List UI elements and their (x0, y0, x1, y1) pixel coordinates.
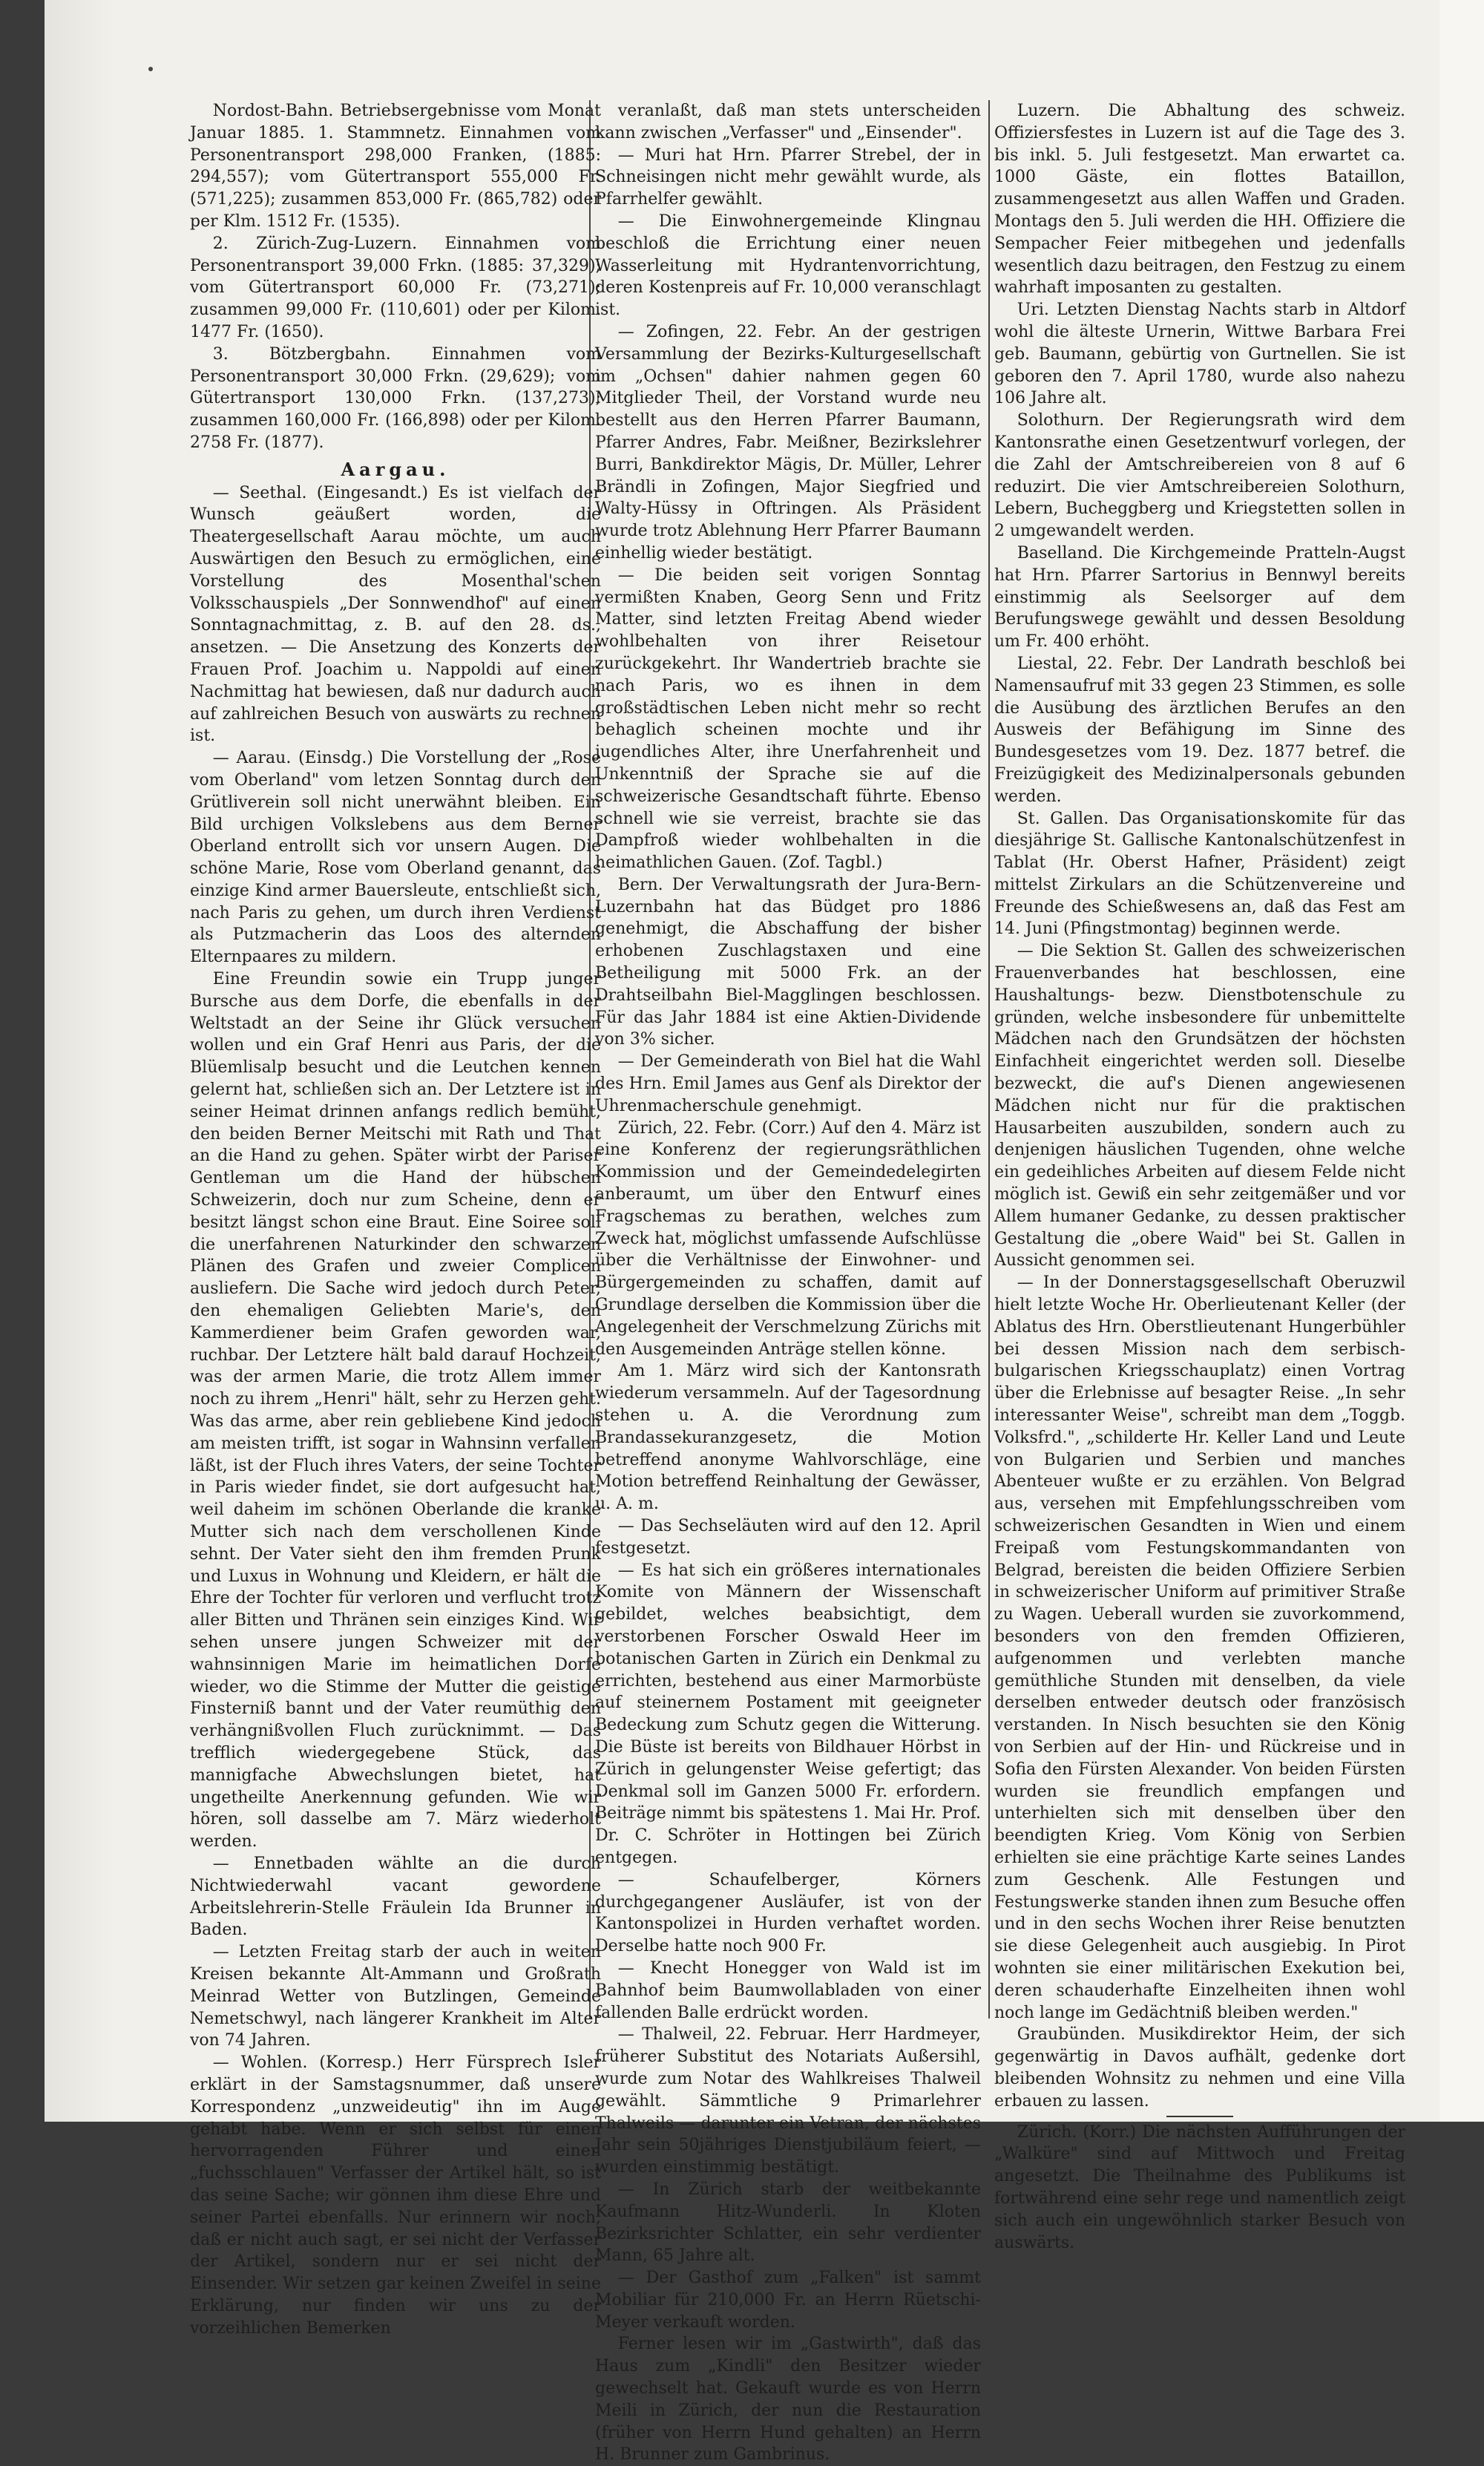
article-paragraph: 2. Zürich-Zug-Luzern. Einnahmen vom Personentransport 39,000 Frkn. (1885: 37,329); vom Gütertransport 60,000 Fr. (73,271); zusammen 99,000 Fr. (110,601) oder per Kilom. 1477 Fr. (1650). (190, 234, 601, 341)
article-paragraph: — Der Gasthof zum „Falken" ist sammt Mobiliar für 210,000 Fr. an Herrn Rüetschi-Meyer verkauft worden. (595, 2269, 981, 2332)
article-paragraph: Baselland. Die Kirchgemeinde Pratteln-Augst hat Hrn. Pfarrer Sartorius in Bennwyl bereits einstimmig als Seelsorger auf dem Berufungswege gewählt und dessen Besoldung um Fr. 400 erhöht. (994, 543, 1405, 652)
article-paragraph: — In Zürich starb der weitbekannte Kaufmann Hitz-Wunderli. In Kloten Bezirksrichter Schlatter, ein sehr verdienter Mann, 65 Jahre alt. (595, 2180, 981, 2266)
article-paragraph: — Wohlen. (Korresp.) Herr Fürsprech Isler erklärt in der Samstagsnummer, daß unsere Korrespondenz „unzweideutig" ihn im Auge gehabt habe. Wenn er sich selbst für einen hervorragenden Führer und einen „fuchsschlauen" Verfasser der Artikel hält, so ist das seine Sache; wir gönnen ihm diese Ehre und seiner Partei ebenfalls. Nur erinnern wir noch, daß er nicht auch sagt, er sei nicht der Verfasser der Artikel, sondern nur er sei nicht der Einsender. Wir setzen gar keinen Zweifel in seine Erklärung, nur finden wir uns zu der vorzeihlichen Bemerken (190, 2053, 601, 2338)
article-paragraph: — Der Gemeinderath von Biel hat die Wahl des Hrn. Emil James aus Genf als Direktor der Uhrenmacherschule genehmigt. (595, 1052, 981, 1115)
page-right-margin (1439, 0, 1484, 2122)
article-paragraph: — Zofingen, 22. Febr. An der gestrigen Versammlung der Bezirks-Kulturgesellschaft im „Ochsen" dahier nahmen gegen 60 Mitglieder Theil, der Vorstand wurde neu bestellt aus den Herren Pfarrer Baumann, Pfarrer Andres, Fabr. Meißner, Bezirkslehrer Burri, Bankdirektor Mägis, Dr. Müller, Lehrer Brändli in Zofingen, Major Siegfried und Walty-Hüssy in Oftringen. Als Präsident wurde trotz Ablehnung Herr Pfarrer Baumann einhellig wieder bestätigt. (595, 322, 981, 563)
article-paragraph: — Muri hat Hrn. Pfarrer Strebel, der in Schneisingen nicht mehr gewählt wurde, als Pfarrhelfer gewählt. (595, 145, 981, 209)
article-paragraph: St. Gallen. Das Organisationskomite für das diesjährige St. Gallische Kantonalschützenfest in Tablat (Hr. Oberst Hafner, Präsident) zeigt mittelst Zirkulars an die Schützenvereine und Freunde des Schießwesens an, daß das Fest am 14. Juni (Pfingstmontag) beginnen werde. (994, 809, 1405, 939)
ink-speck (148, 67, 153, 71)
page-gutter-shadow (45, 0, 115, 2122)
article-paragraph: — In der Donnerstagsgesellschaft Oberuzwil hielt letzte Woche Hr. Oberlieutenant Keller (der Ablatus des Hrn. Oberstlieutenant Hungerbühler bei dessen Mission nach dem serbisch-bulgarischen Kriegsschauplatz) einen Vortrag über die Erlebnisse auf besagter Reise. „In sehr interessanter Weise", schreibt man dem „Toggb. Volksfrd.", „schilderte Hr. Keller Land und Leute von Bulgarien und Serbien und manches Abenteuer wußte er zu erzählen. Von Belgrad aus, versehen mit Empfehlungsschreiben vom schweizerischen Gesandten in Wien und einem Freipaß vom Festungskommandanten von Belgrad, bereisten die beiden Offiziere Serbien in schweizerischer Uniform auf primitiver Straße zu Wagen. Ueberall wurden sie zuvorkommend, besonders von den fremden Offizieren, aufgenommen und verlebten manche gemüthliche Stunden mit denselben, da viele derselben entweder deutsch oder französisch verstanden. In Nisch besuchten sie den König von Serbien auf der Hin- und Rückreise und in Sofia den Fürsten Alexander. Von beiden Fürsten wurden sie freundlich empfangen und unterhielten sich mit denselben über den beendigten Krieg. Vom König von Serbien erhielten sie eine prächtige Karte seines Landes zum Geschenk. Alle Festungen und Festungswerke standen ihnen zum Besuche offen und in den sechs Wochen ihrer Reise benutzten sie diese Gelegenheit auch ausgiebig. In Pirot wohnten sie einer militärischen Exekution bei, deren schauderhafte Einzelheiten ihnen wohl noch lange im Gedächtniß bleiben werden." (994, 1273, 1405, 2022)
article-paragraph: veranlaßt, daß man stets unterscheiden kann zwischen „Verfasser" und „Einsender". (595, 102, 981, 142)
article-paragraph: — Schaufelberger, Körners durchgegangener Ausläufer, ist von der Kantonspolizei in Hurden verhaftet worden. Derselbe hatte noch 900 Fr. (595, 1870, 981, 1956)
article-paragraph: — Thalweil, 22. Februar. Herr Hardmeyer, früherer Substitut des Notariats Außersihl, wurde zum Notar des Wahlkreises Thalweil gewählt. Sämmtliche 9 Primarlehrer Thalweils — darunter ein Vetran, der nächstes Jahr sein 50jähriges Dienstjubiläum feiert, — wurden einstimmig bestätigt. (595, 2025, 981, 2177)
section-heading-aargau: Aargau. (341, 458, 450, 480)
article-paragraph: — Die beiden seit vorigen Sonntag vermißten Knaben, Georg Senn und Fritz Matter, sind letzten Freitag Abend wieder wohlbehalten von ihrer Reisetour zurückgekehrt. Ihr Wandertrieb brachte sie nach Paris, wo es ihnen in dem großstädtischen Leben nicht mehr so recht behaglich scheinen mochte und ihr jugendliches Alter, ihre Unerfahrenheit und Unkenntniß der Sprache sie auf die schweizerische Gesandtschaft führte. Ebenso schnell wie sie verreist, brachte sie das Dampfroß wieder wohlbehalten in die heimathlichen Gauen. (Zof. Tagbl.) (595, 565, 981, 873)
article-paragraph: — Letzten Freitag starb der auch in weiten Kreisen bekannte Alt-Ammann und Großrath Meinrad Wetter von Butzlingen, Gemeinde Nemetschwyl, nach längerer Krankheit im Alter von 74 Jahren. (190, 1943, 601, 2050)
column-1 (190, 100, 601, 2338)
article-paragraph: — Ennetbaden wählte an die durch Nichtwiederwahl vacant gewordene Arbeitslehrerin-Stelle Fräulein Ida Brunner in Baden. (190, 1854, 601, 1940)
article-paragraph: Am 1. März wird sich der Kantonsrath wiederum versammeln. Auf der Tagesordnung stehen u. A. die Verordnung zum Brandassekuranzgesetz, die Motion betreffend anonyme Wahlvorschläge, eine Motion betreffend Reinhaltung der Gewässer, u. A. m. (595, 1362, 981, 1514)
section-separator (1166, 2116, 1233, 2117)
article-paragraph: Zürich. (Korr.) Die nächsten Aufführungen der „Walküre" sind auf Mittwoch und Freitag angesetzt. Die Theilnahme des Publikums ist fortwährend eine sehr rege und namentlich zeigt sich auch ein ungewöhnlich starker Besuch von auswärts. (994, 2122, 1405, 2252)
article-paragraph: 3. Bötzbergbahn. Einnahmen vom Personentransport 30,000 Frkn. (29,629); vom Gütertransport 130,000 Frkn. (137,273); zusammen 160,000 Fr. (166,898) oder per Kilom. 2758 Fr. (1877). (190, 344, 601, 452)
column-rule-right (988, 100, 990, 2019)
article-paragraph: Bern. Der Verwaltungsrath der Jura-Bern-Luzernbahn hat das Büdget pro 1886 genehmigt, die Abschaffung der bisher erhobenen Zuschlagstaxen und eine Betheiligung mit 5000 Frk. an der Drahtseilbahn Biel-Magglingen beschlossen. Für das Jahr 1884 ist eine Aktien-Dividende von 3% sicher. (595, 875, 981, 1049)
article-paragraph: — Das Sechseläuten wird auf den 12. April festgesetzt. (595, 1517, 981, 1558)
article-paragraph: Solothurn. Der Regierungsrath wird dem Kantonsrathe einen Gesetzentwurf vorlegen, der die Zahl der Amtschreibereien von 8 auf 6 reduzirt. Die vier Amtschreibereien Solothurn, Lebern, Bucheggberg und Kriegstetten sollen in 2 umgewandelt werden. (994, 411, 1405, 541)
article-paragraph: Liestal, 22. Febr. Der Landrath beschloß bei Namensaufruf mit 33 gegen 23 Stimmen, es solle die Ausübung des ärztlichen Berufes an den Ausweis der Befähigung im Sinne des Bundesgesetzes vom 19. Dez. 1877 betref. die Freizügigkeit des Medizinalpersonals gebunden werden. (994, 654, 1405, 806)
article-paragraph: — Aarau. (Einsdg.) Die Vorstellung der „Rose vom Oberland" vom letzen Sonntag durch den Grütliverein soll nicht unerwähnt bleiben. Ein Bild urchigen Volkslebens aus dem Berner Oberland entrollt sich vor unsern Augen. Die schöne Marie, Rose vom Oberland genannt, das einzige Kind armer Bauersleute, entschließt sich, nach Paris zu gehen, um durch ihren Verdienst als Putzmacherin das Loos des alternden Elternpaares zu mildern. (190, 749, 601, 967)
newspaper-page (45, 0, 1484, 2465)
article-paragraph: — Die Sektion St. Gallen des schweizerischen Frauenverbandes hat beschlossen, eine Haushaltungs- bezw. Dienstbotenschule zu gründen, welche insbesondere für unbemittelte Mädchen nach den Grundsätzen der höchsten Einfachheit eingerichtet werden soll. Dieselbe bezweckt, die auf's Dienen angewiesenen Mädchen nicht nur für die praktischen Hausarbeiten auszubilden, sondern auch zu denjenigen häuslichen Tugenden, ohne welche ein gedeihliches Arbeiten auf diesem Felde nicht möglich ist. Gewiß ein sehr zeitgemäßer und vor Allem humaner Gedanke, zu dessen praktischer Gestaltung die „obere Waid" bei St. Gallen in Aussicht genommen sei. (994, 942, 1405, 1270)
article-paragraph: — Seethal. (Eingesandt.) Es ist vielfach der Wunsch geäußert worden, die Theatergesellschaft Aarau möchte, um auch Auswärtigen den Besuch zu ermöglichen, eine Vorstellung des Mosenthal'schen Volksschauspiels „Der Sonnwendhof" auf einen Sonntagnachmittag, z. B. auf den 28. ds., ansetzen. — Die Ansetzung des Konzerts der Frauen Prof. Joachim u. Nappoldi auf einen Nachmittag hat bewiesen, daß nur dadurch auch auf zahlreichen Besuch von auswärts zu rechnen ist. (190, 483, 601, 746)
column-2 (595, 100, 981, 2465)
article-paragraph: Eine Freundin sowie ein Trupp junger Bursche aus dem Dorfe, die ebenfalls in der Weltstadt an der Seine ihr Glück versuchen wollen und ein Graf Henri aus Paris, der die Blüemlisalp besucht und die Leutchen kennen gelernt hat, schließen sich an. Der Letztere ist in seiner Heimat drinnen anfangs redlich bemüht, den beiden Berner Meitschi mit Rath und That an die Hand zu gehen. Später wirbt der Pariser Gentleman um die Hand der hübschen Schweizerin, doch nur zum Scheine, denn er besitzt längst schon eine Braut. Eine Soiree soll die unerfahrenen Naturkinder den schwarzen Plänen des Grafen und zweier Complicen ausliefern. Die Sache wird jedoch durch Peter, den ehemaligen Geliebten Marie's, den Kammerdiener beim Grafen geworden war, ruchbar. Der Letztere hält bald darauf Hochzeit, was der armen Marie, die trotz Allem immer noch zu ihrem „Henri" hält, sehr zu Herzen geht. Was das arme, aber rein gebliebene Kind jedoch am meisten trifft, ist sogar in Wahnsinn verfallen läßt, ist der Fluch ihres Vaters, der seine Tochter in Paris wieder findet, sie dort aufgesucht hat, weil daheim im schönen Oberlande die kranke Mutter sich nach dem verschollenen Kinde sehnt. Der Vater sieht den ihm fremden Prunk und Luxus in Wohnung und Kleidern, er hält die Ehre der Tochter für verloren und verflucht trotz aller Bitten und Thränen sein einziges Kind. Wir sehen unsere jungen Schweizer mit der wahnsinnigen Marie im heimatlichen Dorfe wieder, wo die Stimme der Mutter die geistige Finsterniß bannt und der Vater reumüthig den verhängnißvollen Fluch zurücknimmt. — Das trefflich wiedergegebene Stück, das mannigfache Abwechslungen bietet, hat ungetheilte Anerkennung gefunden. Wie wir hören, soll dasselbe am 7. März wiederholt werden. (190, 970, 601, 1852)
article-paragraph: Zürich, 22. Febr. (Corr.) Auf den 4. März ist eine Konferenz der regierungsräthlichen Kommission und der Gemeindedelegirten anberaumt, um über den Entwurf eines Fragschemas zu berathen, welches zum Zweck hat, möglichst umfassende Aufschlüsse über die Verhältnisse der Einwohner- und Bürgergemeinden zu schaffen, damit auf Grundlage derselben die Kommission über die Angelegenheit der Verschmelzung Zürichs mit den Ausgemeinden Anträge stellen könne. (595, 1118, 981, 1359)
article-paragraph: Ferner lesen wir im „Gastwirth", daß das Haus zum „Kindli" den Besitzer wieder gewechselt hat. Gekauft wurde es von Herrn Meili in Zürich, der nun die Restauration (früher von Herrn Hund gehalten) an Herrn H. Brunner zum Gambrinus. (595, 2335, 981, 2465)
article-paragraph: — Die Einwohnergemeinde Klingnau beschloß die Errichtung einer neuen Wasserleitung mit Hydrantenvorrichtung, deren Kostenpreis auf Fr. 10,000 veranschlagt ist. (595, 211, 981, 320)
article-paragraph: Uri. Letzten Dienstag Nachts starb in Altdorf wohl die älteste Urnerin, Wittwe Barbara Frei geb. Baumann, gebürtig von Gurtnellen. Sie ist geboren den 7. April 1780, wurde also nahezu 106 Jahre alt. (994, 301, 1405, 408)
column-3 (994, 100, 1405, 2252)
article-paragraph: Luzern. Die Abhaltung des schweiz. Offiziersfestes in Luzern ist auf die Tage des 3. bis inkl. 5. Juli festgesetzt. Man erwartet ca. 1000 Gäste, ein flottes Bataillon, zusammengesetzt aus allen Waffen und Graden. Montags den 5. Juli werden die HH. Offiziere die Sempacher Feier mitbegehen und jedenfalls wesentlich dazu beitragen, den Festzug zu einem wahrhaft imposanten zu gestalten. (994, 102, 1405, 298)
article-paragraph: — Es hat sich ein größeres internationales Komite von Männern der Wissenschaft gebildet, welches beabsichtigt, dem verstorbenen Forscher Oswald Heer im botanischen Garten in Zürich ein Denkmal zu errichten, bestehend aus einer Marmorbüste auf steinernem Postament mit geeigneter Bedeckung zum Schutz gegen die Witterung. Die Büste ist bereits von Bildhauer Hörbst in Zürich in gelungenster Weise gefertigt; das Denkmal soll im Ganzen 5000 Fr. erfordern. Beiträge nimmt bis spätestens 1. Mai Hr. Prof. Dr. C. Schröter in Hottingen bei Zürich entgegen. (595, 1561, 981, 1867)
article-paragraph: Graubünden. Musikdirektor Heim, der sich gegenwärtig in Davos aufhält, gedenke dort bleibenden Wohnsitz zu nehmen und eine Villa erbauen zu lassen. (994, 2025, 1405, 2111)
article-paragraph: — Knecht Honegger von Wald ist im Bahnhof beim Baumwollabladen von einer fallenden Balle erdrückt worden. (595, 1958, 981, 2022)
article-paragraph: Nordost-Bahn. Betriebsergebnisse vom Monat Januar 1885. 1. Stammnetz. Einnahmen vom Personentransport 298,000 Franken, (1885: 294,557); vom Gütertransport 555,000 Fr. (571,225); zusammen 853,000 Fr. (865,782) oder per Klm. 1512 Fr. (1535). (190, 102, 601, 231)
